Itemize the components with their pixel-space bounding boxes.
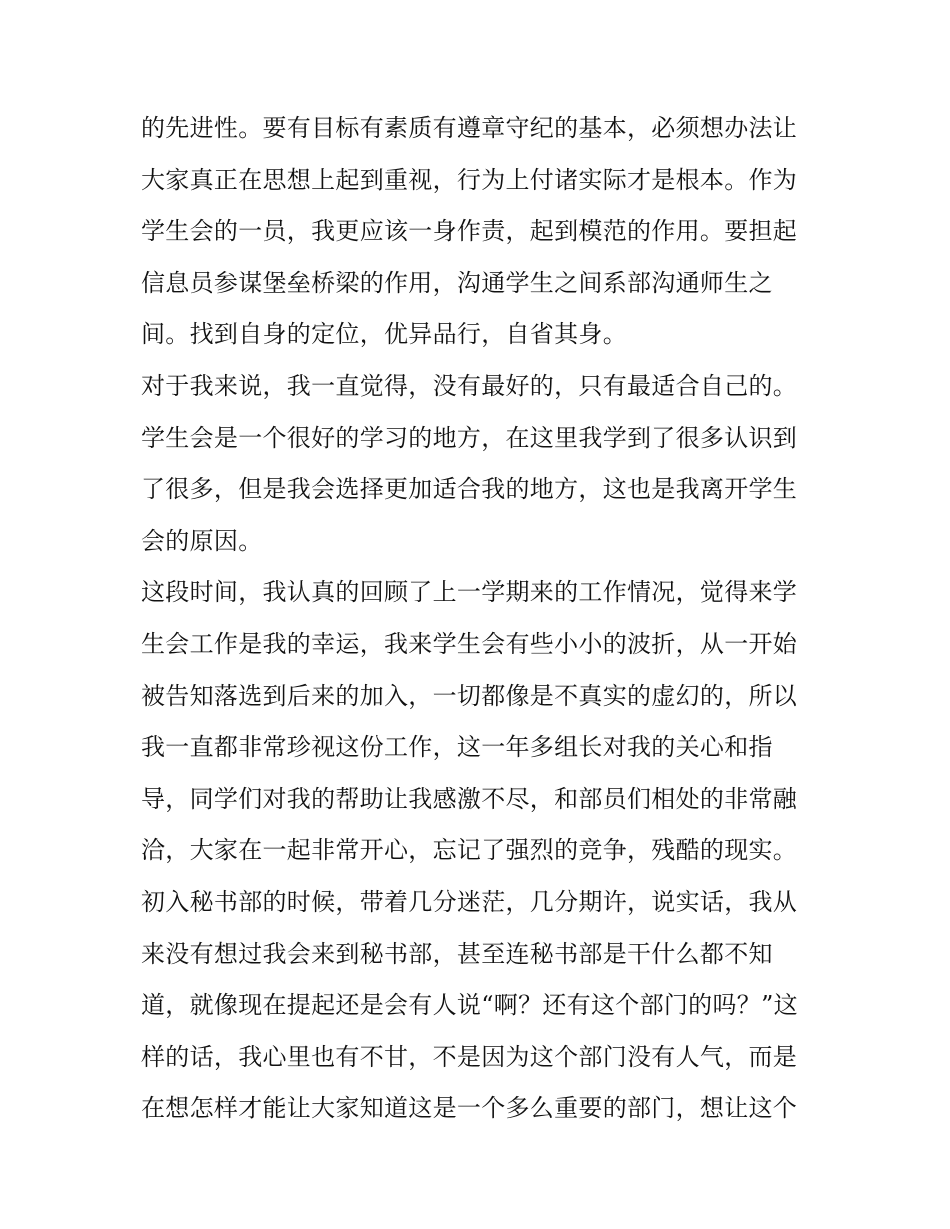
text-line: 会的原因。 xyxy=(141,526,263,555)
text-line: 对于我来说，我一直觉得，没有最好的，只有最适合自己的。 xyxy=(141,371,798,400)
text-line: 道，就像现在提起还是会有人说“啊？还有这个部门的吗？”这 xyxy=(141,991,798,1020)
text-line: 我一直都非常珍视这份工作，这一年多组长对我的关心和指 xyxy=(141,733,773,762)
text-line: 了很多，但是我会选择更加适合我的地方，这也是我离开学生 xyxy=(141,475,798,504)
text-line: 学生会是一个很好的学习的地方，在这里我学到了很多认识到 xyxy=(141,423,798,452)
text-line: 间。找到自身的定位，优异品行，自省其身。 xyxy=(141,320,627,349)
text-line: 在想怎样才能让大家知道这是一个多么重要的部门，想让这个 xyxy=(141,1094,798,1123)
text-line: 生会工作是我的幸运，我来学生会有些小小的波折，从一开始 xyxy=(141,629,798,658)
text-line: 学生会的一员，我更应该一身作责，起到模范的作用。要担起 xyxy=(141,217,798,246)
text-line: 导，同学们对我的帮助让我感激不尽，和部员们相处的非常融 xyxy=(141,784,798,813)
text-line: 被告知落选到后来的加入，一切都像是不真实的虚幻的，所以 xyxy=(141,681,798,710)
text-line: 这段时间，我认真的回顾了上一学期来的工作情况，觉得来学 xyxy=(141,578,798,607)
text-line: 的先进性。要有目标有素质有遵章守纪的基本，必须想办法让 xyxy=(141,114,798,142)
text-line: 洽，大家在一起非常开心，忘记了强烈的竞争，残酷的现实。 xyxy=(141,836,798,865)
text-line: 大家真正在思想上起到重视，行为上付诸实际才是根本。作为 xyxy=(141,165,798,194)
text-line: 样的话，我心里也有不甘，不是因为这个部门没有人气，而是 xyxy=(141,1042,798,1071)
text-line: 信息员参谋堡垒桥梁的作用，沟通学生之间系部沟通师生之 xyxy=(141,268,773,297)
text-line: 来没有想过我会来到秘书部，甚至连秘书部是干什么都不知 xyxy=(141,939,773,968)
text-line: 初入秘书部的时候，带着几分迷茫，几分期许，说实话，我从 xyxy=(141,887,798,916)
body-text xyxy=(141,103,821,1135)
